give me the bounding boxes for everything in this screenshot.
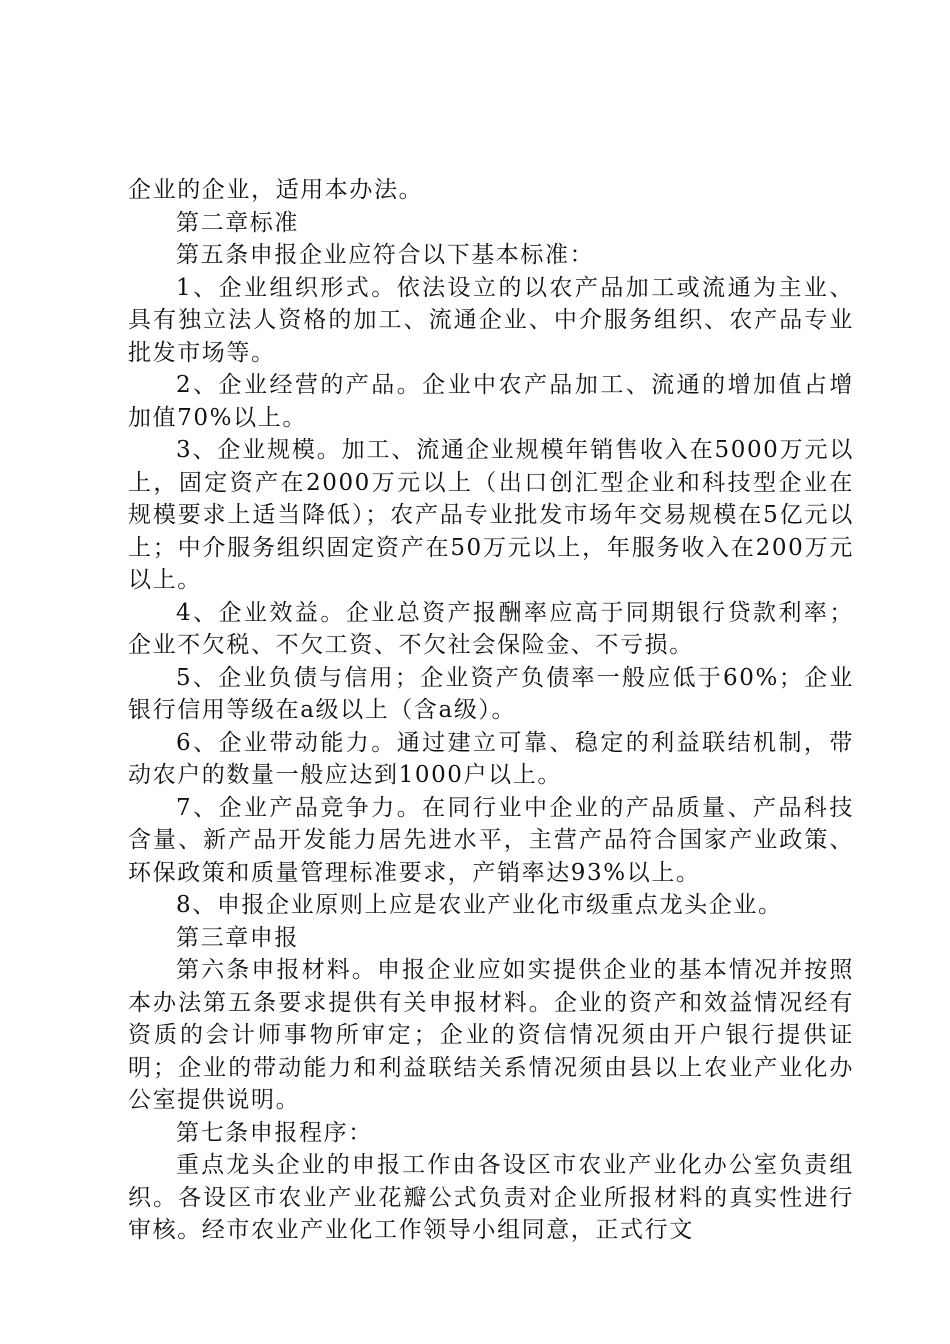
criterion-3-scale: 3、企业规模。加工、流通企业规模年销售收入在5000万元以上，固定资产在2000万元以上（出口创汇型企业和科技型企业在规模要求上适当降低）；农产品专业批发市场年交易规模在5亿元以上；中介服务组织固定资产在50万元以上，年服务收入在200万元以上。 bbox=[128, 437, 854, 593]
procedure-description: 重点龙头企业的申报工作由各设区市农业产业化办公室负责组织。各设区市农业产业花瓣公式负责对企业所报材料的真实性进行审核。经市农业产业化工作领导小组同意，正式行文 bbox=[128, 1152, 854, 1243]
criterion-4-efficiency: 4、企业效益。企业总资产报酬率应高于同期银行贷款利率；企业不欠税、不欠工资、不欠社会保险金、不亏损。 bbox=[128, 599, 854, 658]
criterion-8-principle: 8、申报企业原则上应是农业产业化市级重点龙头企业。 bbox=[176, 892, 783, 918]
criterion-1-organization: 1、企业组织形式。依法设立的以农产品加工或流通为主业、具有独立法人资格的加工、流通企业、中介服务组织、农产品专业批发市场等。 bbox=[128, 274, 854, 366]
document-body bbox=[128, 174, 854, 1247]
chapter-heading-2: 第二章标准 bbox=[176, 209, 299, 236]
criterion-7-competitiveness: 7、企业产品竞争力。在同行业中企业的产品质量、产品科技含量、新产品开发能力居先进水平，主营产品符合国家产业政策、环保政策和质量管理标准要求，产销率达93%以上。 bbox=[128, 794, 854, 886]
article-5-intro: 第五条申报企业应符合以下基本标准： bbox=[176, 242, 595, 268]
criterion-6-leading-capacity: 6、企业带动能力。通过建立可靠、稳定的利益联结机制，带动农户的数量一般应达到1000户以上。 bbox=[128, 729, 854, 788]
criterion-5-credit: 5、企业负债与信用；企业资产负债率一般应低于60%；企业银行信用等级在a级以上（含a级）。 bbox=[128, 664, 854, 723]
article-6-materials: 第六条申报材料。申报企业应如实提供企业的基本情况并按照本办法第五条要求提供有关申报材料。企业的资产和效益情况经有资质的会计师事物所审定；企业的资信情况须由开户银行提供证明；企业的带动能力和利益联结关系情况须由县以上农业产业化办公室提供说明。 bbox=[128, 957, 854, 1113]
chapter-heading-3: 第三章申报 bbox=[176, 924, 299, 951]
paragraph-continuation: 企业的企业，适用本办法。 bbox=[128, 177, 424, 203]
criterion-2-products: 2、企业经营的产品。企业中农产品加工、流通的增加值占增加值70%以上。 bbox=[128, 372, 854, 431]
article-7-procedure: 第七条申报程序： bbox=[176, 1119, 373, 1146]
